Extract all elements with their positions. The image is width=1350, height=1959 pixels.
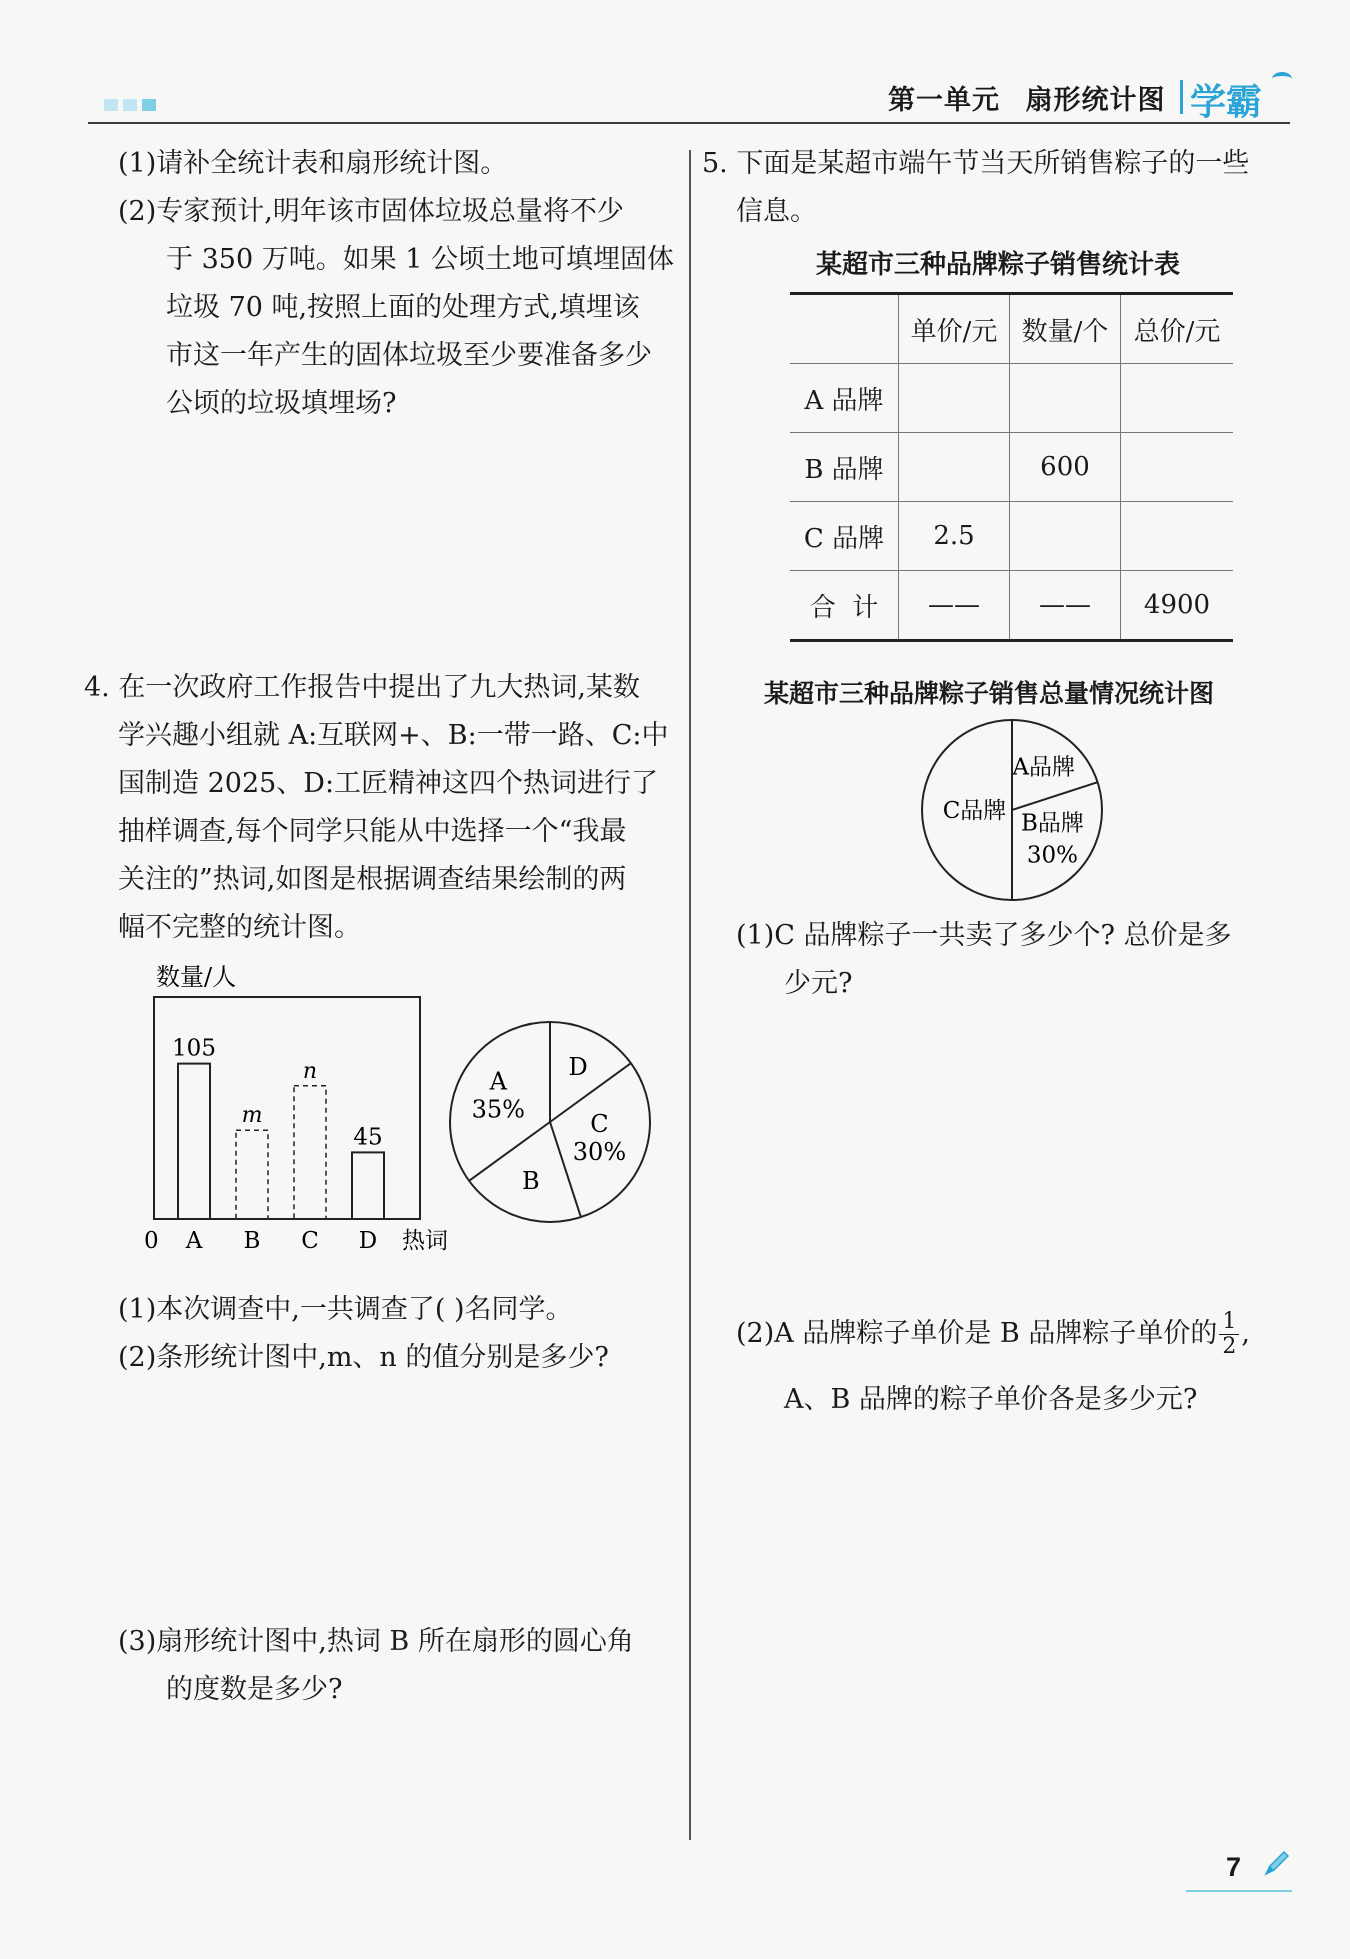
table-cell: —— — [1010, 571, 1121, 641]
table-header-cell: 数量/个 — [1010, 294, 1121, 364]
column-divider — [689, 150, 691, 1840]
table-cell: 600 — [1010, 433, 1121, 502]
bar-chart-ylabel: 数量/人 — [156, 963, 237, 991]
q5-sub2-line — [736, 1310, 1250, 1359]
header-rule — [88, 122, 1290, 124]
table-header-row — [790, 294, 1233, 364]
pie-chart-q5 — [916, 716, 1112, 906]
table-cell — [1121, 364, 1234, 433]
bar-tick-label: D — [358, 1228, 378, 1254]
table-title: 某超市三种品牌粽子销售统计表 — [816, 249, 1181, 279]
bar-tick-label: A — [185, 1228, 203, 1254]
q5-text-line: 5. 下面是某超市端午节当天所销售粽子的一些 — [702, 148, 1250, 179]
bar-B — [236, 1130, 268, 1219]
pie-chart-q5-title: 某超市三种品牌粽子销售总量情况统计图 — [764, 680, 1215, 708]
bar-chart-frame — [154, 997, 420, 1219]
pie-slice-edge — [1012, 782, 1098, 810]
header-decoration — [104, 96, 161, 115]
bar-tick-label: B — [243, 1228, 261, 1254]
table-row-label: 合 计 — [790, 571, 899, 641]
graduation-cap-icon — [1272, 72, 1292, 86]
pie-slice-label: C品牌 — [942, 798, 1007, 824]
table-cell — [899, 364, 1010, 433]
q3-part2-line: (2)专家预计,明年该市固体垃圾总量将不少 — [118, 196, 624, 227]
footer-rule — [1186, 1890, 1292, 1892]
table-cell: 4900 — [1121, 571, 1234, 641]
bar-value-label: 45 — [353, 1124, 383, 1151]
q4-text-line: 抽样调查,每个同学只能从中选择一个“我最 — [118, 816, 627, 847]
table-row — [790, 364, 1233, 433]
q4-text-line: 关注的”热词,如图是根据调查结果绘制的两 — [118, 864, 627, 895]
q5-text-line: 信息。 — [736, 196, 817, 227]
bar-chart — [140, 955, 470, 1255]
q4-sub3-line: 的度数是多少? — [166, 1674, 343, 1705]
pie-slice-label: A品牌 — [1012, 754, 1076, 781]
bar-chart-xlabel: 热词 — [402, 1228, 448, 1254]
table-cell — [1121, 433, 1234, 502]
q3-part1: (1)请补全统计表和扇形统计图。 — [118, 148, 508, 179]
q4-sub3-line: (3)扇形统计图中,热词 B 所在扇形的圆心角 — [118, 1626, 634, 1657]
q4-sub2: (2)条形统计图中,m、n 的值分别是多少? — [118, 1342, 609, 1373]
table-cell: 2.5 — [899, 502, 1010, 571]
sales-table — [790, 292, 1233, 642]
q3-part2-line: 垃圾 70 吨,按照上面的处理方式,填埋该 — [166, 292, 640, 323]
header-brand-logo: 学霸 — [1190, 81, 1263, 122]
pencil-icon — [1262, 1848, 1292, 1878]
bar-C — [294, 1086, 326, 1219]
table-row-label: B 品牌 — [790, 433, 899, 502]
bar-D — [352, 1152, 384, 1219]
bar-value-label: m — [241, 1103, 263, 1129]
fraction-numerator: 1 — [1219, 1310, 1239, 1335]
bar-A — [178, 1064, 210, 1219]
table-row-label: C 品牌 — [790, 502, 899, 571]
pie-slice-label: A — [489, 1067, 507, 1096]
table-cell — [1121, 502, 1234, 571]
table-cell — [1010, 364, 1121, 433]
fraction-denominator: 2 — [1222, 1334, 1237, 1359]
pie-slice-label: C — [590, 1110, 609, 1139]
q4-text-line: 4. 在一次政府工作报告中提出了九大热词,某数 — [84, 672, 640, 703]
q4-sub1: (1)本次调查中,一共调查了( )名同学。 — [118, 1294, 573, 1325]
q5-sub2-line: A、B 品牌的粽子单价各是多少元? — [784, 1384, 1198, 1415]
q5-sub1-line: 少元? — [784, 968, 853, 999]
pie-slice-percent: 30% — [572, 1138, 627, 1167]
q5-sub1-line: (1)C 品牌粽子一共卖了多少个? 总价是多 — [736, 920, 1232, 951]
pie-chart-q4 — [440, 1012, 660, 1232]
pie-slice-label: D — [568, 1052, 588, 1081]
pie-slice-label: B品牌 — [1020, 810, 1084, 837]
page-number: 7 — [1226, 1852, 1242, 1882]
pie-slice-label: B — [522, 1166, 540, 1195]
pie-slice-percent: 30% — [1026, 842, 1078, 869]
table-header-cell: 总价/元 — [1121, 294, 1234, 364]
table-cell: —— — [899, 571, 1010, 641]
q4-text-line: 学兴趣小组就 A:互联网+、B:一带一路、C:中 — [118, 720, 669, 751]
bar-tick-label: C — [301, 1228, 319, 1254]
pie-slice-edge — [550, 1122, 581, 1217]
q5-sub2-suffix: , — [1241, 1318, 1250, 1349]
table-total-row — [790, 571, 1233, 641]
fraction-one-half — [1219, 1310, 1239, 1359]
q4-text-line: 国制造 2025、D:工匠精神这四个热词进行了 — [118, 768, 659, 799]
q3-part2-line: 于 350 万吨。如果 1 公顷土地可填埋固体 — [166, 244, 675, 275]
table-cell — [1010, 502, 1121, 571]
q4-text-line: 幅不完整的统计图。 — [118, 912, 361, 943]
pie-slice-percent: 35% — [471, 1095, 525, 1124]
table-header-cell: 单价/元 — [899, 294, 1010, 364]
table-row — [790, 433, 1233, 502]
bar-value-label: n — [302, 1058, 318, 1084]
header-title: 第一单元 扇形统计图 — [888, 85, 1166, 115]
table-cell — [790, 294, 899, 364]
q3-part2-line: 市这一年产生的固体垃圾至少要准备多少 — [166, 340, 652, 371]
table-row-label: A 品牌 — [790, 364, 899, 433]
table-cell — [899, 433, 1010, 502]
bar-value-label: 105 — [172, 1035, 216, 1062]
header-brand-divider — [1180, 80, 1183, 114]
q5-sub2-prefix: (2)A 品牌粽子单价是 B 品牌粽子单价的 — [736, 1318, 1218, 1349]
bar-chart-origin-label: 0 — [144, 1228, 159, 1254]
q3-part2-line: 公顷的垃圾填埋场? — [166, 388, 397, 419]
table-row — [790, 502, 1233, 571]
